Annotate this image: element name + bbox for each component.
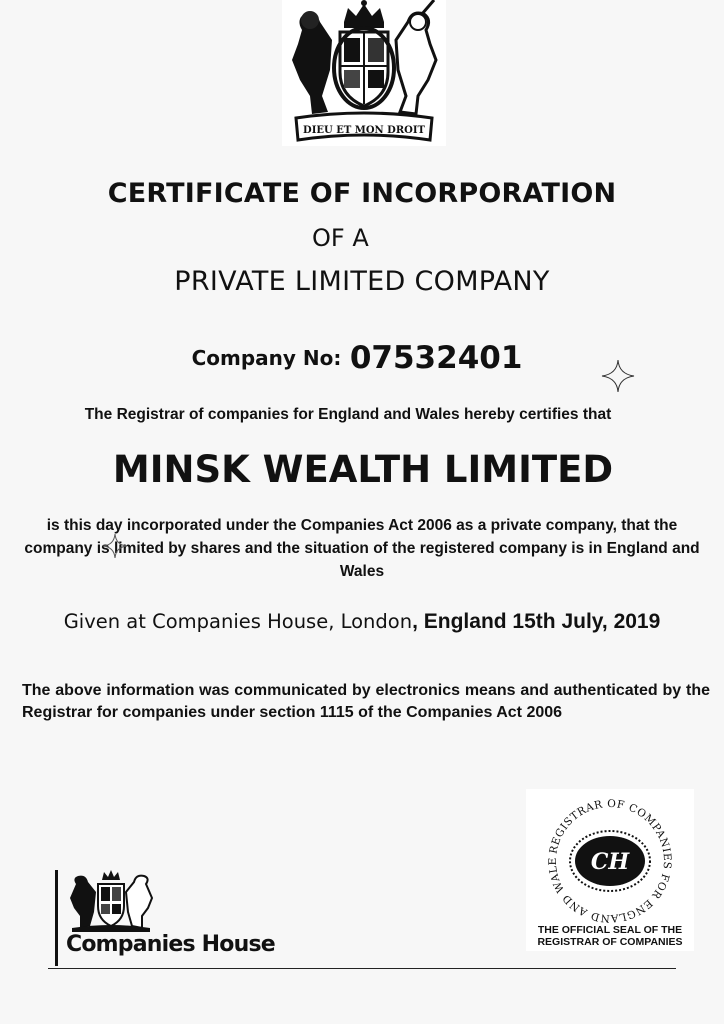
company-number-label: Company No:: [191, 346, 342, 370]
given-at-line: [0, 610, 724, 634]
seal-monogram: CH: [590, 849, 630, 875]
seal-caption-line-1: THE OFFICIAL SEAL OF THE: [537, 924, 683, 936]
sparkle-icon: [102, 533, 128, 559]
royal-coat-of-arms: [282, 0, 446, 146]
given-at-place: Given at Companies House, London: [63, 610, 413, 633]
company-number-value: 07532401: [349, 340, 523, 376]
seal-caption-line-2: REGISTRAR OF COMPANIES: [537, 936, 683, 948]
bottom-divider: [48, 968, 676, 969]
seal-caption: [526, 924, 694, 948]
incorporation-statement: is this day incorporated under the Companies Act 2006 as a private company, that the company is limited by shares and the situation of the registered company is in England and Wales: [24, 517, 700, 580]
certificate-title-line-1: CERTIFICATE OF INCORPORATION: [107, 178, 617, 209]
company-name: MINSK WEALTH LIMITED: [112, 448, 614, 491]
svg-text:DIEU ET MON DROIT: DIEU ET MON DROIT: [303, 125, 425, 136]
certificate-title-line-2: OF A: [312, 224, 369, 252]
companies-house-wordmark: Companies House: [66, 932, 275, 957]
seal-ring-text: REGISTRAR OF COMPANIES FOR ENGLAND AND WALE: [546, 797, 674, 923]
companies-house-crest-icon: [66, 870, 156, 932]
logo-divider: [55, 870, 58, 966]
certificate-title-line-3: PRIVATE LIMITED COMPANY: [174, 266, 550, 297]
sparkle-icon: [600, 358, 636, 394]
companies-house-logo: [66, 870, 156, 932]
given-at-date: , England 15th July, 2019: [412, 610, 661, 633]
registrar-seal-icon: [526, 789, 694, 923]
registrar-statement: The Registrar of companies for England and Wales hereby certifies that: [84, 406, 612, 423]
authentication-statement: The above information was communicated by electronics means and authenticated by the Registrar for companies under section 1115 of the Companies Act 2006: [22, 682, 710, 721]
royal-coat-of-arms-icon: [282, 0, 446, 146]
